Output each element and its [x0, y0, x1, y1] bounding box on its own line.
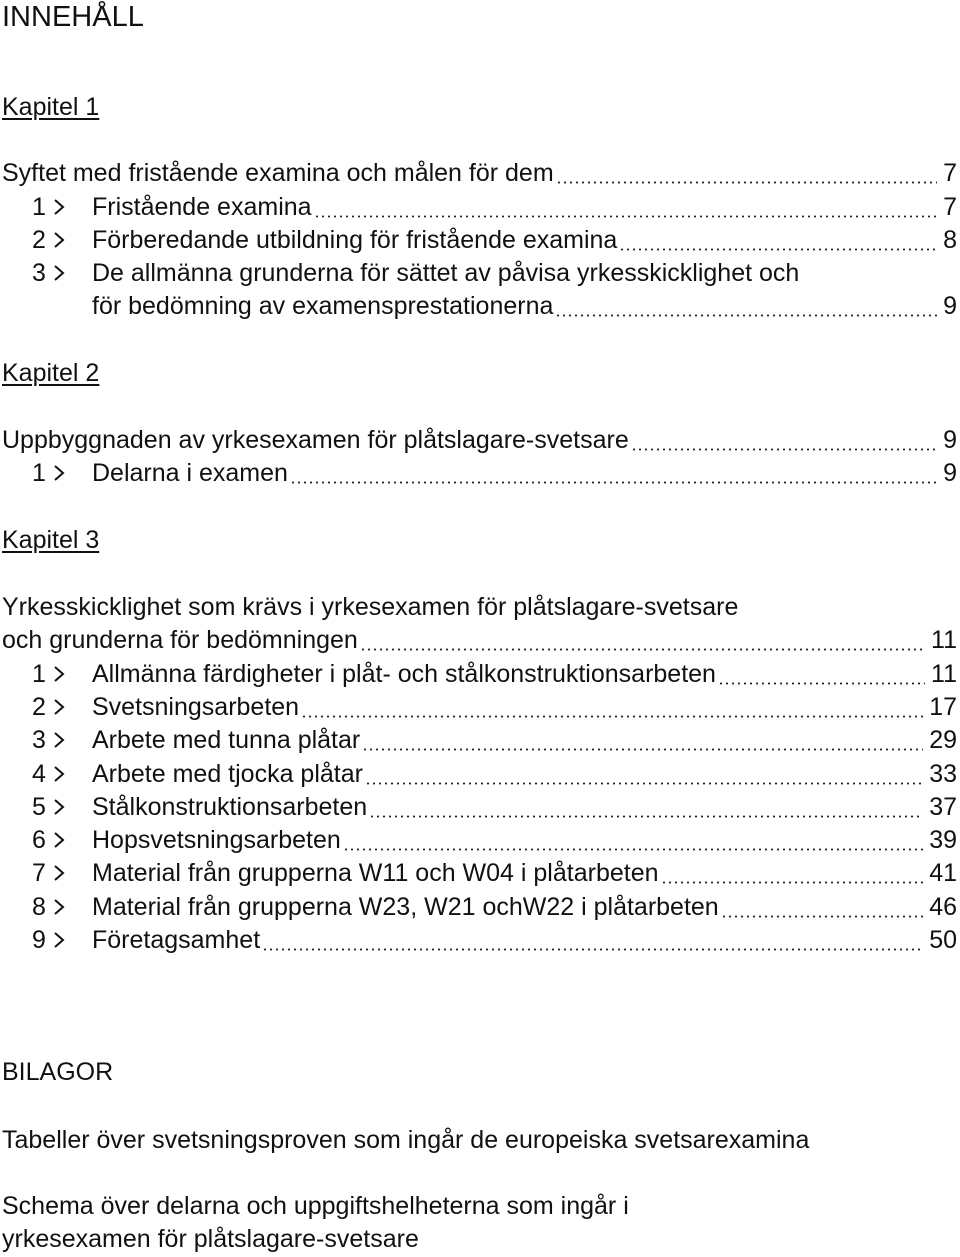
toc-entry[interactable] — [2, 659, 957, 689]
toc-entry-page: 33 — [925, 759, 957, 789]
toc-entry[interactable] — [2, 792, 957, 822]
section-sign-icon — [51, 794, 71, 820]
toc-entry-page: 7 — [939, 158, 957, 188]
toc-entry-text: Stålkonstruktionsarbeten — [92, 793, 368, 821]
section-number: 2 — [32, 693, 46, 721]
toc-entry[interactable] — [2, 858, 957, 888]
toc-entry[interactable] — [2, 925, 957, 955]
section-number: 7 — [32, 859, 46, 887]
toc-entry-page: 7 — [939, 192, 957, 222]
section-sign-icon — [51, 260, 71, 286]
page-title: INNEHÅLL — [2, 1, 144, 33]
appendix-item[interactable]: Schema över delarna och uppgiftshelheterna som ingår i — [2, 1192, 629, 1220]
section-sign-icon — [51, 661, 71, 687]
toc-entry-text: Material från grupperna W11 och W04 i plåtarbeten — [92, 859, 659, 887]
toc-entry[interactable] — [2, 692, 957, 722]
toc-entry-page: 9 — [939, 291, 957, 321]
section-sign-icon — [51, 694, 71, 720]
toc-entry-text: De allmänna grunderna för sättet av påvisa yrkesskicklighet och — [92, 259, 800, 287]
toc-entry[interactable] — [2, 192, 957, 222]
section-number: 3 — [32, 726, 46, 754]
toc-entry-text: Uppbyggnaden av yrkesexamen för plåtslagare-svetsare — [2, 426, 629, 454]
toc-entry-continuation[interactable] — [2, 625, 957, 655]
toc-entry[interactable] — [2, 425, 957, 455]
section-number: 9 — [32, 926, 46, 954]
toc-entry[interactable] — [2, 759, 957, 789]
toc-entry[interactable] — [2, 225, 957, 255]
toc-entry[interactable] — [2, 258, 957, 288]
toc-entry-page: 11 — [927, 625, 957, 655]
section-sign-icon — [51, 894, 71, 920]
toc-entry-page: 46 — [925, 892, 957, 922]
section-number: 3 — [32, 259, 46, 287]
appendix-item[interactable]: Tabeller över svetsningsproven som ingår de europeiska svetsarexamina — [2, 1126, 810, 1154]
chapter-2-heading: Kapitel 2 — [2, 359, 100, 387]
section-number: 6 — [32, 826, 46, 854]
toc-entry-page: 39 — [925, 825, 957, 855]
toc-entry-text: Svetsningsarbeten — [92, 693, 300, 721]
section-sign-icon — [51, 827, 71, 853]
toc-entry-text: Delarna i examen — [92, 459, 288, 487]
toc-entry-page: 9 — [939, 425, 957, 455]
toc-entry-continuation[interactable] — [2, 291, 957, 321]
toc-entry[interactable] — [2, 892, 957, 922]
toc-entry-text: Hopsvetsningsarbeten — [92, 826, 341, 854]
section-sign-icon — [51, 227, 71, 253]
section-number: 1 — [32, 193, 46, 221]
toc-entry-page: 9 — [939, 458, 957, 488]
section-number: 1 — [32, 459, 46, 487]
toc-entry[interactable] — [2, 592, 957, 622]
toc-entry-page: 17 — [925, 692, 957, 722]
toc-entry-text: Material från grupperna W23, W21 ochW22 i plåtarbeten — [92, 893, 719, 921]
toc-entry-page: 37 — [925, 792, 957, 822]
chapter-1-heading: Kapitel 1 — [2, 93, 100, 121]
toc-entry[interactable] — [2, 158, 957, 188]
toc-entry-text: Yrkesskicklighet som krävs i yrkesexamen för plåtslagare-svetsare — [2, 593, 739, 621]
toc-entry-text: Arbete med tunna plåtar — [92, 726, 361, 754]
toc-entry-page: 29 — [925, 725, 957, 755]
section-number: 4 — [32, 760, 46, 788]
toc-entry-text: Företagsamhet — [92, 926, 261, 954]
toc-entry[interactable] — [2, 825, 957, 855]
section-sign-icon — [51, 460, 71, 486]
toc-entry-text: och grunderna för bedömningen — [2, 626, 358, 654]
toc-entry-text: Allmänna färdigheter i plåt- och stålkonstruktionsarbeten — [92, 660, 716, 688]
toc-entry[interactable] — [2, 725, 957, 755]
toc-entry[interactable] — [2, 458, 957, 488]
section-number: 5 — [32, 793, 46, 821]
appendix-item-continuation[interactable]: yrkesexamen för plåtslagare-svetsare — [2, 1225, 419, 1253]
toc-entry-page: 11 — [927, 659, 957, 689]
chapter-3-heading: Kapitel 3 — [2, 526, 100, 554]
section-sign-icon — [51, 727, 71, 753]
toc-entry-page: 41 — [925, 858, 957, 888]
section-sign-icon — [51, 761, 71, 787]
toc-entry-text: för bedömning av examensprestationerna — [92, 292, 554, 320]
section-number: 2 — [32, 226, 46, 254]
section-sign-icon — [51, 860, 71, 886]
section-number: 1 — [32, 660, 46, 688]
toc-entry-text: Förberedande utbildning för fristående examina — [92, 226, 618, 254]
toc-entry-page: 8 — [939, 225, 957, 255]
toc-entry-text: Fristående examina — [92, 193, 312, 221]
appendix-heading: BILAGOR — [2, 1058, 114, 1086]
toc-entry-page: 50 — [925, 925, 957, 955]
section-sign-icon — [51, 927, 71, 953]
toc-entry-text: Syftet med fristående examina och målen för dem — [2, 159, 554, 187]
section-number: 8 — [32, 893, 46, 921]
section-sign-icon — [51, 194, 71, 220]
toc-entry-text: Arbete med tjocka plåtar — [92, 760, 363, 788]
